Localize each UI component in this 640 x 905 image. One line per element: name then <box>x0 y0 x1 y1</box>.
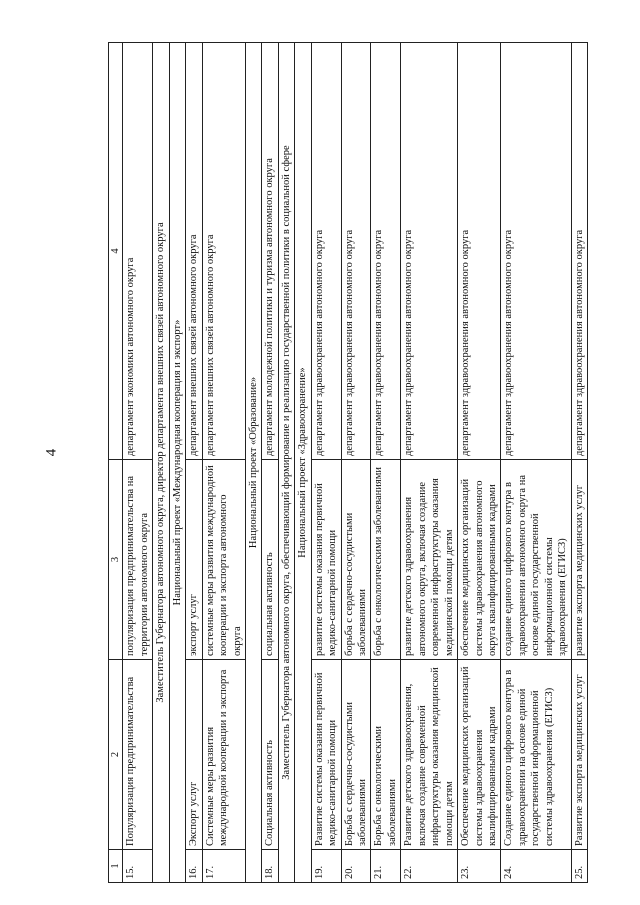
project-name: Обеспечение медицинских организаций системы здравоохранения квалифицированными кадрами <box>458 660 501 850</box>
regional-project: создание единого цифрового контура в здравоохранении автономного округа на основе единой государственной информационной системы здравоохранения (ЕГИСЗ) <box>501 460 571 660</box>
section-row <box>169 43 185 883</box>
projects-table <box>108 42 588 883</box>
row-number: 18. <box>262 850 278 883</box>
responsible-body: департамент здравоохранения автономного округа <box>401 43 458 460</box>
table-row <box>202 43 245 883</box>
table-row <box>458 43 501 883</box>
header-cell: 4 <box>109 43 123 460</box>
table-row <box>401 43 458 883</box>
row-number: 25. <box>571 850 587 883</box>
project-name: Борьба с сердечно-сосудистыми заболеваниями <box>341 660 371 850</box>
project-name: Развитие экспорта медицинских услуг <box>571 660 587 850</box>
row-number: 22. <box>401 850 458 883</box>
section-heading: Национальный проект «Международная кооперация и экспорт» <box>169 43 185 883</box>
responsible-body: департамент экономики автономного округа <box>123 43 153 460</box>
header-cell: 3 <box>109 460 123 660</box>
header-row <box>109 43 123 883</box>
project-name: Популяризация предпринимательства <box>123 660 153 850</box>
table-row <box>262 43 278 883</box>
row-number: 16. <box>186 850 202 883</box>
project-name: Экспорт услуг <box>186 660 202 850</box>
section-heading: Национальный проект «Образование» <box>245 43 261 883</box>
row-number: 17. <box>202 850 245 883</box>
row-number: 23. <box>458 850 501 883</box>
row-number: 20. <box>341 850 371 883</box>
section-row <box>295 43 311 883</box>
section-row <box>153 43 169 883</box>
rotated-page <box>108 43 616 883</box>
responsible-body: департамент здравоохранения автономного округа <box>571 43 587 460</box>
regional-project: борьба с сердечно-сосудистыми заболеваниями <box>341 460 371 660</box>
table-row <box>123 43 153 883</box>
project-name: Создание единого цифрового контура в здравоохранении на основе единой государственной информационной системы здравоохранения (ЕГИСЗ) <box>501 660 571 850</box>
regional-project: развитие системы оказания первичной медико-санитарной помощи <box>311 460 341 660</box>
table-row <box>571 43 587 883</box>
table-row <box>311 43 341 883</box>
section-heading: Заместитель Губернатора автономного округа, обеспечивающий формирование и реализацию государственной политики в социальной сфере <box>278 43 294 883</box>
section-row <box>245 43 261 883</box>
regional-project: развитие детского здравоохранения автономного округа, включая создание современной инфраструктуры оказания медицинской помощи детям <box>401 460 458 660</box>
row-number: 21. <box>371 850 401 883</box>
regional-project: системные меры развития международной кооперации и экспорта автономного округа <box>202 460 245 660</box>
responsible-body: департамент внешних связей автономного округа <box>186 43 202 460</box>
table-row <box>501 43 571 883</box>
section-heading: Национальный проект «Здравоохранение» <box>295 43 311 883</box>
regional-project: борьба с онкологическими заболеваниями <box>371 460 401 660</box>
header-cell: 2 <box>109 660 123 850</box>
table-row <box>186 43 202 883</box>
regional-project: обеспечение медицинских организаций системы здравоохранения автономного округа квалифицированными кадрами <box>458 460 501 660</box>
page-number: 4 <box>43 448 60 457</box>
regional-project: экспорт услуг <box>186 460 202 660</box>
responsible-body: департамент здравоохранения автономного округа <box>371 43 401 460</box>
project-name: Социальная активность <box>262 660 278 850</box>
responsible-body: департамент здравоохранения автономного округа <box>341 43 371 460</box>
row-number: 15. <box>123 850 153 883</box>
project-name: Развитие детского здравоохранения, включая создание современной инфраструктуры оказания медицинской помощи детям <box>401 660 458 850</box>
header-cell: 1 <box>109 850 123 883</box>
section-heading: Заместитель Губернатора автономного округа, директор департамента внешних связей автономного округа <box>153 43 169 883</box>
responsible-body: департамент здравоохранения автономного округа <box>458 43 501 460</box>
responsible-body: департамент здравоохранения автономного округа <box>311 43 341 460</box>
regional-project: социальная активность <box>262 460 278 660</box>
section-row <box>278 43 294 883</box>
responsible-body: департамент молодежной политики и туризма автономного округа <box>262 43 278 460</box>
project-name: Системные меры развития международной кооперации и экспорта <box>202 660 245 850</box>
responsible-body: департамент внешних связей автономного округа <box>202 43 245 460</box>
row-number: 24. <box>501 850 571 883</box>
regional-project: развитие экспорта медицинских услуг <box>571 460 587 660</box>
table-row <box>371 43 401 883</box>
regional-project: популяризация предпринимательства на территории автономного округа <box>123 460 153 660</box>
table-row <box>341 43 371 883</box>
project-name: Борьба с онкологическими заболеваниями <box>371 660 401 850</box>
row-number: 19. <box>311 850 341 883</box>
project-name: Развитие системы оказания первичной медико-санитарной помощи <box>311 660 341 850</box>
responsible-body: департамент здравоохранения автономного округа <box>501 43 571 460</box>
